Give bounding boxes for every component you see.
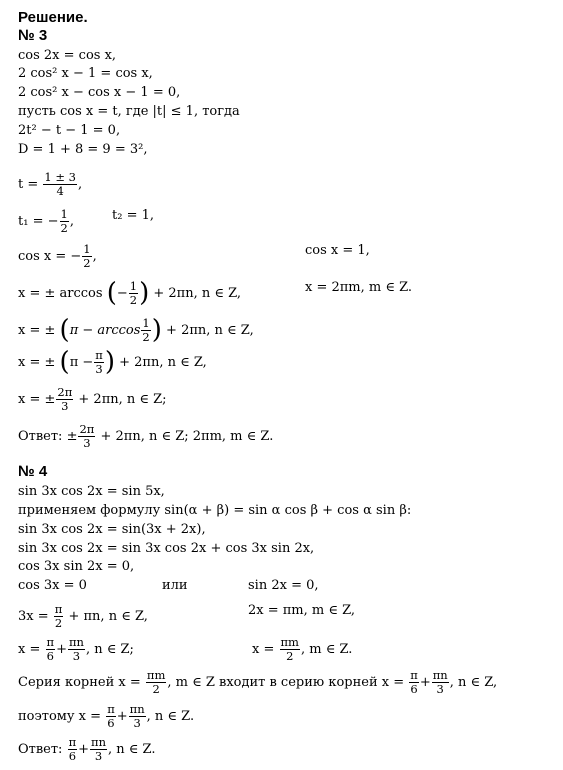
- p3-x3: x = ± (π − $\frac{\pi}{3}$ ) + 2πn, n ∈ Z,: [18, 347, 207, 377]
- fraction: $\frac{1}{2}$: [142, 316, 150, 344]
- fraction: $\frac{\pi}{6}$: [107, 702, 115, 730]
- fraction: $\frac{\pi n}{3}$: [129, 702, 145, 730]
- p3-x2: x = ± (π − arccos $\frac{1}{2}$ ) + 2πn, n ∈ Z,: [18, 315, 254, 345]
- p4-or: или: [162, 578, 188, 593]
- p4-line-4: sin 3x cos 2x = sin 3x cos 2x + cos 3x sin 2x,: [18, 541, 315, 556]
- fraction: $\frac{1 \pm 3}{4}$: [44, 170, 76, 198]
- fraction: $\frac{1}{2}$: [129, 279, 138, 307]
- p4-b2: x = $\frac{\pi m}{2}$ , m ∈ Z.: [252, 635, 353, 663]
- fraction: $\frac{\pi m}{2}$: [146, 668, 166, 696]
- fraction: $\frac{\pi}{6}$: [68, 735, 77, 763]
- p3-answer: Ответ: ± $\frac{2\pi}{3}$ + 2πn, n ∈ Z; 2πm, m ∈ Z.: [18, 422, 274, 450]
- p3-x4: x = ± $\frac{2\pi}{3}$ + 2πn, n ∈ Z;: [18, 385, 167, 413]
- p4-b1: x = $\frac{\pi}{6}$ + $\frac{\pi n}{3}$ , n ∈ Z;: [18, 635, 134, 663]
- p3-line-6: D = 1 + 8 = 9 = 3²,: [18, 142, 148, 157]
- p4-case-sin: sin 2x = 0,: [248, 578, 319, 593]
- p4-answer: Ответ: $\frac{\pi}{6}$ + $\frac{\pi n}{3}$ , n ∈ Z.: [18, 735, 156, 763]
- p4-line-3: sin 3x cos 2x = sin(3x + 2x),: [18, 522, 206, 537]
- fraction: $\frac{\pi n}{3}$: [432, 668, 448, 696]
- p3-line-5: 2t² − t − 1 = 0,: [18, 123, 121, 138]
- p3-x1: x = ± arccos (− $\frac{1}{2}$ ) + 2πn, n ∈ Z,: [18, 278, 242, 308]
- p4-a2: 2x = πm, m ∈ Z,: [248, 603, 356, 618]
- p3-cos-a: cos x = − $\frac{1}{2}$ ,: [18, 242, 97, 270]
- p4-series-statement: Серия корней x = $\frac{\pi m}{2}$ , m ∈ Z входит в серию корней x = $\frac{\pi}{6}$ + $\frac{\pi n}{3}$ , n ∈ Z,: [18, 668, 498, 696]
- fraction: $\frac{\pi}{6}$: [46, 635, 55, 663]
- fraction: $\frac{\pi}{3}$: [95, 348, 103, 376]
- fraction: $\frac{1}{2}$: [83, 242, 91, 270]
- fraction: $\frac{2\pi}{3}$: [57, 385, 73, 413]
- p4-a1: 3x = $\frac{\pi}{2}$ + πn, n ∈ Z,: [18, 602, 148, 630]
- solution-title: Решение.: [18, 9, 88, 26]
- p3-line-3: 2 cos² x − cos x − 1 = 0,: [18, 85, 181, 100]
- p4-line-2: применяем формулу sin(α + β) = sin α cos β + cos α sin β:: [18, 503, 412, 518]
- fraction: $\frac{2\pi}{3}$: [79, 422, 95, 450]
- p3-cos-b: cos x = 1,: [305, 243, 370, 258]
- fraction: $\frac{\pi n}{3}$: [91, 735, 107, 763]
- p4-case-cos: cos 3x = 0: [18, 578, 87, 593]
- p3-t2: t₂ = 1,: [112, 208, 154, 223]
- p3-line-1: cos 2x = cos x,: [18, 48, 117, 63]
- p3-x-m: x = 2πm, m ∈ Z.: [305, 280, 413, 295]
- fraction: $\frac{\pi}{6}$: [410, 668, 418, 696]
- p4-line-5: cos 3x sin 2x = 0,: [18, 559, 135, 574]
- p3-t1: t₁ = − $\frac{1}{2}$ ,: [18, 207, 74, 235]
- p3-t-formula: t = $\frac{1 \pm 3}{4}$ ,: [18, 170, 83, 198]
- p4-line-1: sin 3x cos 2x = sin 5x,: [18, 484, 165, 499]
- p3-line-2: 2 cos² x − 1 = cos x,: [18, 66, 153, 81]
- p3-line-4: пусть cos x = t, где |t| ≤ 1, тогда: [18, 104, 240, 119]
- fraction: $\frac{\pi}{2}$: [54, 602, 63, 630]
- fraction: $\frac{1}{2}$: [60, 207, 68, 235]
- fraction: $\frac{\pi n}{3}$: [68, 635, 84, 663]
- p4-therefore: поэтому x = $\frac{\pi}{6}$ + $\frac{\pi n}{3}$ , n ∈ Z.: [18, 702, 195, 730]
- fraction: $\frac{\pi m}{2}$: [280, 635, 299, 663]
- problem-3-heading: № 3: [18, 27, 48, 44]
- problem-4-heading: № 4: [18, 463, 48, 480]
